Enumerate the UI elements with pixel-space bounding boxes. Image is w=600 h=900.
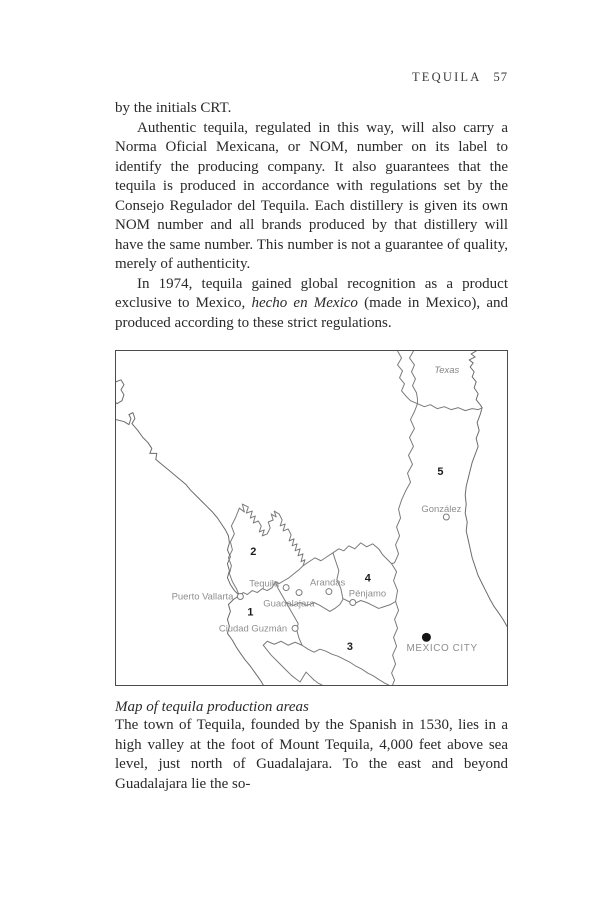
- region-1-south-border: [263, 641, 302, 645]
- tequila-marker: [283, 585, 289, 591]
- arandas-label: Arandas: [310, 577, 346, 589]
- paragraph-4: The town of Tequila, founded by the Spanish in 1530, lies in a high valley at the foot of Mount Tequila, 4,000 feet above sea level, just north of Guadalajara. To the east and beyond Guadalajara lie the so-: [115, 717, 508, 792]
- paragraph-3-tail: (made in Mexico), and produced according to these strict regulations.: [115, 295, 509, 331]
- rio-grande-border: [417, 404, 482, 411]
- running-title: TEQUILA: [411, 70, 482, 84]
- guadalajara-label: Guadalajara: [263, 598, 315, 610]
- paragraph-2: Authentic tequila, regulated in this way, will also carry a Norma Oficial Mexicana, or NOM, number on its label to identify the producing company. It also guarantees that the tequila is produced in accordance with regulations set by the Consejo Regulador del Tequila. Each distillery is given its own NOM number and all brands produced by that distillery will have the same number. This number is not a guarantee of quality, merely of authenticity.: [115, 119, 508, 272]
- penjamo-label: Pénjamo: [348, 588, 387, 600]
- gonzalez-label: González: [421, 504, 462, 516]
- pacific-coastline: [116, 413, 263, 685]
- region-number-4: 4: [364, 572, 371, 585]
- tequila-label: Tequila: [249, 578, 280, 590]
- paragraph-3-lead: In 1974, tequila gained global recognition as a product exclusive to Mexico,: [115, 275, 508, 311]
- region-number-2: 2: [250, 545, 257, 558]
- puerto-vallarta-marker: [237, 594, 243, 600]
- map-figure: [115, 350, 508, 686]
- tequila-production-map: [116, 351, 507, 685]
- mexico-city-marker: [422, 633, 431, 642]
- ciudad-guzman-label: Ciudad Guzmán: [218, 623, 288, 635]
- region-number-1: 1: [247, 606, 254, 619]
- gulf-coastline: [465, 351, 507, 626]
- arandas-marker: [326, 589, 332, 595]
- texas-border-east: [409, 351, 417, 404]
- mexico-city-label: MEXICO CITY: [406, 643, 478, 655]
- page-number: 57: [493, 70, 508, 84]
- region-4-north-border: [303, 543, 392, 566]
- texas-label: Texas: [434, 364, 460, 376]
- paragraph-3: [115, 275, 508, 334]
- figure-caption: Map of tequila production areas: [115, 699, 309, 715]
- puerto-vallarta-label: Puerto Vallarta: [171, 591, 234, 603]
- guadalajara-marker: [296, 590, 302, 596]
- region-number-5: 5: [437, 466, 444, 479]
- running-header: [115, 70, 508, 85]
- paragraph-1: by the initials CRT.: [115, 100, 232, 116]
- southern-coastal-lobe: [263, 645, 322, 685]
- penjamo-marker: [350, 600, 356, 606]
- baja-peninsula-tip: [116, 380, 124, 404]
- region-number-3: 3: [346, 641, 353, 654]
- ciudad-guzman-marker: [292, 625, 298, 631]
- region-3-south-border: [302, 645, 389, 685]
- region-4-west-border: [333, 553, 343, 599]
- paragraph-3-italic-phrase: hecho en Mexico: [251, 295, 358, 311]
